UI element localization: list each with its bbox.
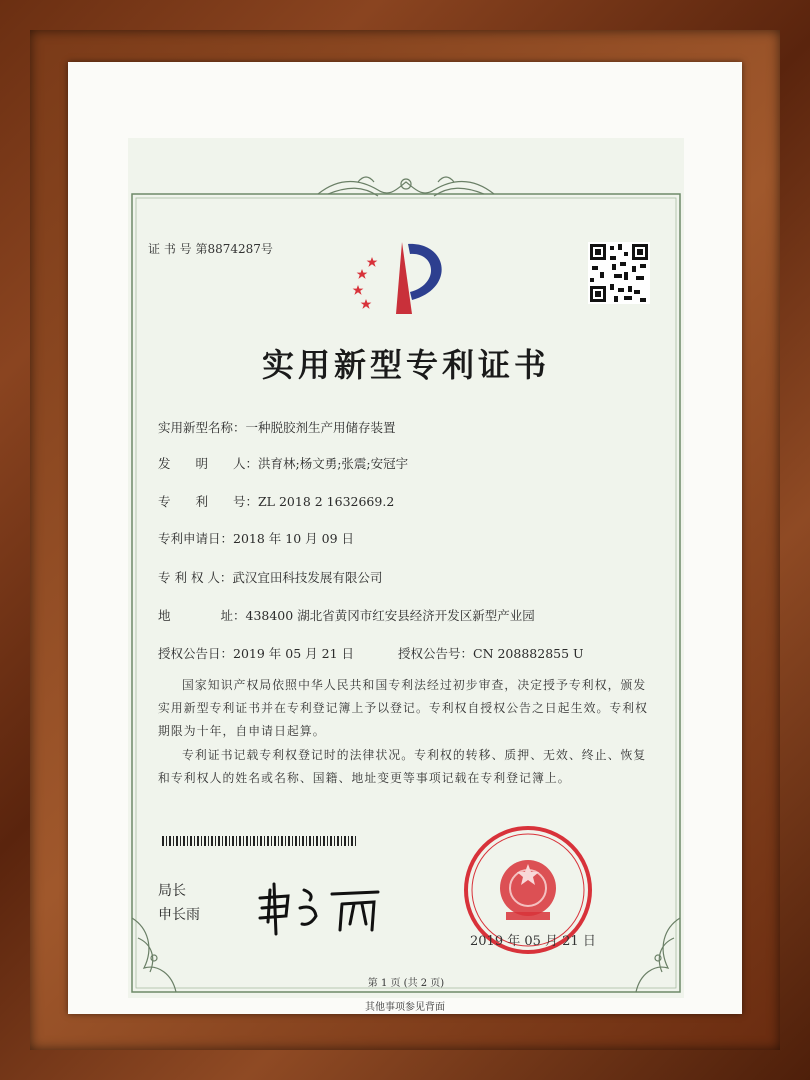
paragraph-grant-statement: 国家知识产权局依照中华人民共和国专利法经过初步审查，决定授予专利权，颁发实用新型专利证书并在专利登记簿上予以登记。专利权自授权公告之日起生效。专利权期限为十年，自申请日起算。 xyxy=(158,678,649,738)
field-address: 地 址：438400 湖北省黄冈市红安县经济开发区新型产业园 xyxy=(158,608,535,623)
field-patent-number: 专 利 号：ZL 2018 2 1632669.2 xyxy=(158,494,395,509)
certificate-title: 实用新型专利证书 xyxy=(261,346,550,384)
field-grant-date: 授权公告日：2019 年 05 月 21 日 xyxy=(158,646,354,661)
director-signature xyxy=(260,884,378,934)
paragraph-legal-status: 专利证书记载专利权登记时的法律状况。专利权的转移、质押、无效、终止、恢复和专利权人的姓名或名称、国籍、地址变更等事项记载在专利登记簿上。 xyxy=(158,748,647,785)
patent-office-logo xyxy=(353,242,442,314)
page-info: 第 1 页 (共 2 页) xyxy=(367,978,445,989)
director-title: 局长 xyxy=(158,883,186,899)
stamp-date: 2019 年 05 月 21 日 xyxy=(470,934,596,949)
director-name: 申长雨 xyxy=(158,907,200,923)
qr-code xyxy=(588,242,650,304)
seal-text xyxy=(468,864,588,865)
field-filing-date: 专利申请日：2018 年 10 月 09 日 xyxy=(158,531,354,546)
back-note: 其他事项参见背面 xyxy=(365,1002,445,1013)
certificate-panel xyxy=(128,138,684,998)
certificate-paper xyxy=(68,62,742,1014)
field-patentee: 专 利 权 人：武汉宜田科技发展有限公司 xyxy=(158,570,383,585)
top-ornament xyxy=(318,177,494,196)
field-inventors: 发 明 人：洪育林;杨文勇;张震;安冠宇 xyxy=(158,456,409,471)
field-grant-number: 授权公告号：CN 208882855 U xyxy=(398,646,584,661)
certificate-number: 证 书 号 第8874287号 xyxy=(148,242,273,256)
barcode xyxy=(162,836,356,846)
field-utility-model-name: 实用新型名称：一种脱胶剂生产用储存装置 xyxy=(158,420,396,435)
